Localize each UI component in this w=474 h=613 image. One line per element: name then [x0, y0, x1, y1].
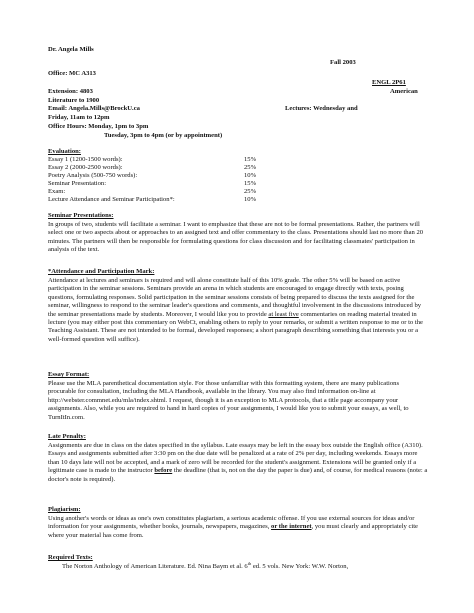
- citation-text-1: The Norton Anthology of American Literature. Ed. Nina Baym et al. 6: [62, 563, 248, 570]
- late-penalty-text-2: the deadline (that is, not on the day the paper is due) and, of course, for medical reasons (note: a doctor's note is required).: [48, 467, 428, 483]
- evaluation-row: [48, 172, 274, 180]
- attendance-body: [48, 277, 428, 344]
- attendance-emphasis: at least five: [268, 310, 299, 318]
- plagiarism-body: [48, 515, 428, 540]
- evaluation-label: Poetry Analysis (500-750 words):: [48, 172, 138, 179]
- attendance-text-2: commentaries on reading material treated in lecture (you may either post this commentary on WebCt, enabling others to reply to your remarks, or submit a written response to me or to the Teaching Assistant. These are not intended to be formal, developed responses; a short paragraph describing something that interests you or a well-formed question will suffice).: [48, 310, 423, 343]
- course-tag: American: [390, 88, 418, 95]
- lectures: Lectures: Wednesday and: [285, 105, 358, 112]
- evaluation-label: Lecture Attendance and Seminar Participation*:: [48, 196, 175, 203]
- evaluation-label: Essay 2 (2000-2500 words):: [48, 164, 123, 171]
- email-address[interactable]: Angela.Mills@BrockU.ca: [68, 105, 140, 112]
- plagiarism-text-2: , you must clearly and appropriately cite where your material has come from.: [48, 523, 418, 539]
- plagiarism-emphasis: or the internet: [271, 523, 312, 531]
- essay-format-body: Please use the MLA parenthetical documentation style. For those unfamiliar with this formatting system, there are many publications procurable for consultation, including the MLA Handbook, available in the library. You may also find information on-line at http://webster.commnet.edu/mla/index.shtml. I request, though it is an exception to MLA protocols, that a title page accompany your assignments. Also, while you are required to hand in hard copies of your assignments, I would like you to submit your essays, as well, to TurnItIn.com.: [48, 380, 409, 421]
- evaluation-percent: 15%: [244, 180, 257, 187]
- evaluation-heading: Evaluation:: [48, 148, 81, 155]
- course-title: Literature to 1900: [48, 97, 100, 104]
- citation-superscript: th: [247, 560, 252, 566]
- office-hours-cont: Tuesday, 3pm to 4pm (or by appointment): [104, 132, 223, 139]
- plagiarism-text-1: Using another's words or ideas as one's own constitutes plagiarism, a serious academic offense. If you use external sources for ideas and/or information for your assignments, whether books, journals, newspapers, magazines,: [48, 515, 415, 531]
- required-texts-heading: Required Texts:: [48, 554, 93, 561]
- email-label: Email:: [48, 105, 69, 112]
- evaluation-row: [48, 188, 274, 196]
- term: Fall 2003: [330, 59, 356, 66]
- evaluation-row: [48, 156, 274, 164]
- office-hours: Office Hours: Monday, 1pm to 3pm: [48, 123, 149, 130]
- attendance-text-1: Attendance at lectures and seminars is required and will alone constitute half of this 10% grade. The other 5% will be based on active participation in the seminar sessions. Seminars provide an arena in which students are encouraged to engage directly with texts, posing questions, formulating responses. Solid participation in the seminar sessions consists of being prepared to discuss the texts assigned for the seminar, willingness to respond to the seminar leader's questions and comments, and thoughtful involvement in the discussions introduced by the seminar presentations made by students. Moreover, I would like you to provide: [48, 277, 422, 318]
- seminar-heading: Seminar Presentations:: [48, 212, 114, 219]
- required-text-citation: [62, 560, 349, 571]
- essay-format-heading: Essay Format:: [48, 371, 90, 378]
- evaluation-percent: 25%: [244, 188, 257, 195]
- evaluation-percent: 25%: [244, 164, 257, 171]
- evaluation-label: Seminar Presentation:: [48, 180, 107, 187]
- late-penalty-heading: Late Penalty:: [48, 433, 86, 440]
- evaluation-percent: 10%: [244, 196, 257, 203]
- late-penalty-body: [48, 442, 428, 484]
- extension: Extension: 4803: [48, 88, 93, 95]
- late-penalty-text-1: Assignments are due in class on the dates specified in the syllabus. Late essays may be left in the essay box outside the English office (A310). Essays and assignments submitted after 3:30 pm on the due date will be penalized at a rate of 2% per day, including weekends. Essays more than 10 days late will not be accepted, and a mark of zero will be recorded for the student's assignment. Extensions will be granted only if a legitimate case is made to the instructor: [48, 442, 423, 475]
- evaluation-percent: 10%: [244, 172, 257, 179]
- office: Office: MC A313: [48, 70, 96, 77]
- citation-text-2: ed. 5 vols. New York: W.W. Norton,: [251, 563, 349, 570]
- evaluation-label: Essay 1 (1200-1500 words):: [48, 156, 123, 163]
- attendance-heading: *Attendance and Participation Mark:: [48, 268, 155, 275]
- seminar-body: In groups of two, students will facilitate a seminar. I want to emphasize that these are not to be formal presentations. Rather, the partners will select one or two aspects about or approaches to an assigned text and offer commentary to the class. Presentations should last no more than 20 minutes. The partners will then be responsible for formulating questions for class discussion and for facilitating classmates' participation in analysis of the text.: [48, 221, 424, 254]
- plagiarism-heading: Plagiarism:: [48, 506, 81, 513]
- email-line: [48, 105, 140, 113]
- evaluation-percent: 15%: [244, 156, 257, 163]
- evaluation-row: [48, 164, 274, 172]
- evaluation-row: [48, 180, 274, 188]
- course-code: ENGL 2P61: [372, 79, 406, 86]
- late-penalty-emphasis: before: [154, 467, 173, 475]
- instructor-name: Dr. Angela Mills: [48, 46, 94, 53]
- evaluation-row: [48, 196, 274, 204]
- evaluation-label: Exam:: [48, 188, 66, 195]
- lectures-time: Friday, 11am to 12pm: [48, 114, 110, 121]
- evaluation-table: [48, 156, 274, 204]
